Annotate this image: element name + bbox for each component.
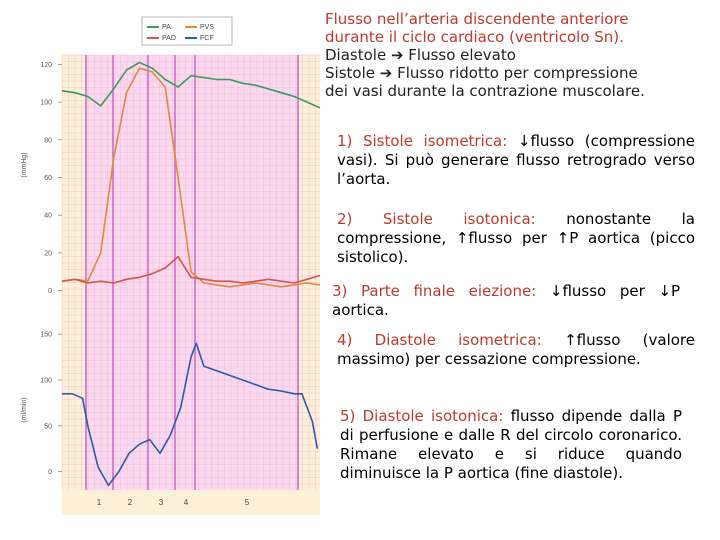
- hemodynamic-chart: [0, 0, 325, 540]
- title-line-2: durante il ciclo cardiaco (ventricolo Sn).: [325, 28, 624, 46]
- phase-2-text: nonostante la compressione, ↑flusso per ↑P aortica (picco sistolico).: [337, 210, 695, 266]
- diastole-summary: Diastole ➔ Flusso elevato: [325, 46, 516, 64]
- phase-label-1: 1: [96, 498, 102, 507]
- phase-label-5: 5: [244, 498, 250, 507]
- phase-4-text: ↑flusso (valore massimo) per cessazione compressione.: [337, 331, 695, 368]
- pressure-tick-label-100: 100: [40, 99, 52, 107]
- pressure-tick-label-0: 0: [48, 288, 52, 296]
- flow-tick-label-100: 100: [40, 377, 52, 385]
- phase-1-text: ↓flusso (compressione vasi). Si può generare flusso retrogrado verso l’aorta.: [337, 132, 695, 188]
- explanation-panel: [325, 10, 697, 100]
- systole-summary-line-1: Sistole ➔ Flusso ridotto per compressione: [325, 64, 638, 82]
- phase-1-title: 1) Sistole isometrica:: [337, 132, 508, 150]
- phase-3-note: [332, 282, 680, 320]
- flow-tick-label-50: 50: [44, 423, 52, 431]
- pressure-tick-label-120: 120: [40, 61, 52, 69]
- title-line-1: Flusso nell’arteria discendente anteriore: [325, 10, 629, 28]
- pressure-axis: [40, 62, 62, 295]
- phase-5-title: 5) Diastole isotonica:: [340, 407, 504, 425]
- phase-3-text: ↓flusso per ↓P aortica.: [332, 282, 680, 319]
- pressure-tick-label-20: 20: [44, 250, 52, 258]
- pressure-axis-title: (mmHg): [21, 152, 28, 178]
- phase-5-note: [340, 407, 682, 483]
- pressure-tick-label-60: 60: [44, 175, 52, 182]
- phase-4-title: 4) Diastole isometrica:: [337, 331, 542, 349]
- flow-tick-label-0: 0: [48, 469, 52, 477]
- pressure-tick-label-40: 40: [44, 212, 52, 220]
- legend-label-fcf: FCF: [200, 35, 214, 42]
- legend-label-pa: PA: [162, 24, 171, 31]
- phase-label-4: 4: [183, 498, 189, 507]
- phase-1-note: [337, 132, 695, 189]
- phase-2-title: 2) Sistole isotonica:: [337, 210, 536, 228]
- flow-tick-label-150: 150: [40, 331, 52, 339]
- phase-label-3: 3: [158, 498, 164, 507]
- phase-label-2: 2: [127, 498, 133, 507]
- systole-summary-line-2: dei vasi durante la contrazione muscolare.: [325, 82, 645, 100]
- legend-label-pvs: PVS: [200, 24, 215, 31]
- phase-4-note: [337, 331, 695, 369]
- phase-2-note: [337, 210, 695, 267]
- flow-axis: [40, 332, 62, 477]
- legend-label-pad: PAD: [162, 35, 176, 42]
- flow-axis-title: (ml/min): [21, 397, 28, 423]
- phase-3-title: 3) Parte finale eiezione:: [332, 282, 537, 300]
- pressure-tick-label-80: 80: [44, 137, 52, 145]
- chart-legend: [142, 17, 232, 45]
- phase-5-text: flusso dipende dalla P di perfusione e dalle R del circolo coronarico. Rimane elevato e si riduce quando diminuisce la P aortica (fine diastole).: [340, 407, 682, 482]
